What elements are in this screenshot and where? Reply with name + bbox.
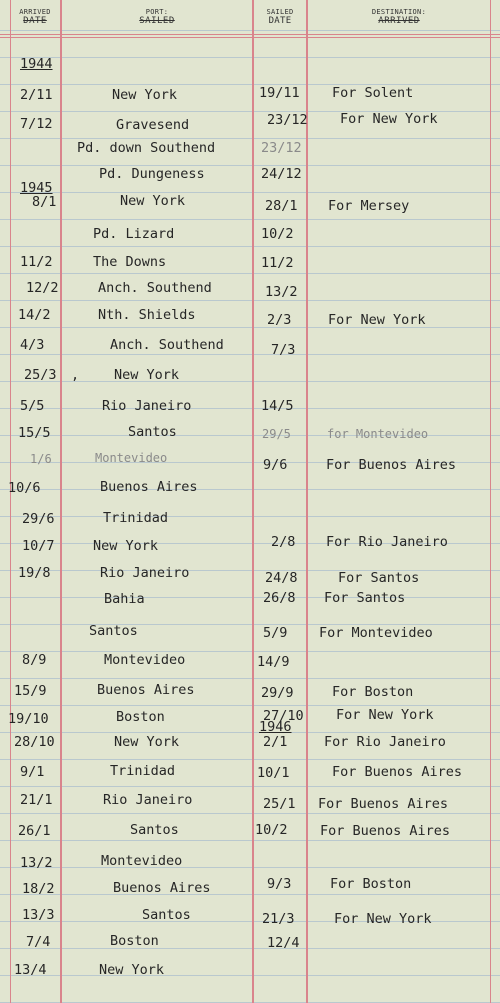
destination: For Buenos Aires	[318, 796, 449, 812]
sailed-date: 9/6	[263, 457, 288, 473]
comma-mark: ,	[71, 367, 80, 383]
header-top-rule	[0, 34, 500, 35]
port-label: PORT:	[145, 8, 169, 16]
port-name: Boston	[116, 709, 165, 725]
destination: For Boston	[332, 684, 414, 700]
sailed-date: 14/9	[257, 654, 290, 670]
destination: For Santos	[324, 590, 406, 606]
port-name: Trinidad	[110, 763, 176, 779]
destination: For Solent	[332, 85, 414, 101]
left-margin-rule	[10, 0, 11, 1003]
port-name: Montevideo	[95, 451, 168, 465]
destination: For New York	[334, 911, 432, 927]
arrived-date: 14/2	[18, 307, 51, 323]
arrived-label: ARRIVED	[19, 8, 51, 16]
port-name: Buenos Aires	[97, 682, 195, 698]
sailed-date: 24/8	[265, 570, 298, 586]
arrived-date: 12/2	[26, 280, 59, 296]
arrived-date: 25/3	[24, 367, 57, 383]
arrived-date: 13/3	[22, 907, 55, 923]
year-1945: 1945	[20, 180, 53, 196]
arrived-date: 8/1	[32, 194, 57, 210]
arrived-date: 7/4	[26, 934, 51, 950]
sailed-date: 23/12	[261, 140, 302, 156]
port-name: New York	[93, 538, 159, 554]
destination: For New York	[340, 111, 438, 127]
port-name: Anch. Southend	[98, 280, 212, 296]
port-name: The Downs	[93, 254, 167, 270]
arrived-date: 10/7	[22, 538, 55, 554]
sailed-date: 29/9	[261, 685, 294, 701]
arrived-date: 1/6	[30, 452, 52, 466]
port-name: Santos	[130, 822, 179, 838]
sailed-date: 28/1	[265, 198, 298, 214]
port-column-rule	[252, 0, 254, 1003]
destination-header	[308, 8, 490, 26]
sailed-date: 21/3	[262, 911, 295, 927]
port-name: Santos	[142, 907, 191, 923]
arrived-date: 19/8	[18, 565, 51, 581]
port-name: Santos	[128, 424, 177, 440]
destination: For Buenos Aires	[326, 457, 457, 473]
arrived-struck-label: ARRIVED	[378, 16, 420, 26]
sailed-date: 25/1	[263, 796, 296, 812]
sailed-date: 2/1	[263, 734, 288, 750]
sailed-date: 24/12	[261, 166, 302, 182]
arrived-date: 18/2	[22, 881, 55, 897]
port-name: New York	[112, 87, 178, 103]
arrived-column-rule	[60, 0, 62, 1003]
date-label-left: DATE	[23, 16, 47, 26]
arrived-date: 13/4	[14, 962, 47, 978]
port-name: Rio Janeiro	[100, 565, 190, 581]
destination: For Rio Janeiro	[326, 534, 448, 550]
port-name: Rio Janeiro	[103, 792, 193, 808]
sailed-date: 2/8	[271, 534, 296, 550]
port-name: Trinidad	[103, 510, 169, 526]
port-name: Bahia	[104, 591, 145, 607]
arrived-date: 28/10	[14, 734, 55, 750]
sailed-date: 29/5	[262, 427, 291, 441]
sailed-column-rule	[306, 0, 308, 1003]
sailed-date-header	[254, 8, 306, 26]
port-name: Pd. Dungeness	[99, 166, 205, 182]
sailed-date: 10/1	[257, 765, 290, 781]
arrived-date: 2/11	[20, 87, 53, 103]
port-name: Montevideo	[104, 652, 186, 668]
port-name: Buenos Aires	[100, 479, 198, 495]
destination: For New York	[336, 707, 434, 723]
port-name: New York	[99, 962, 165, 978]
destination: For Buenos Aires	[320, 823, 451, 839]
sailed-date: 11/2	[261, 255, 294, 271]
arrived-date: 10/6	[8, 480, 41, 496]
arrived-date-header	[10, 8, 60, 26]
arrived-date: 21/1	[20, 792, 53, 808]
sailed-date: 10/2	[261, 226, 294, 242]
destination: For New York	[328, 312, 426, 328]
year-1946: 1946	[259, 719, 292, 735]
arrived-date: 29/6	[22, 511, 55, 527]
port-name: Nth. Shields	[98, 307, 196, 323]
port-name: New York	[120, 193, 186, 209]
sailed-date: 5/9	[263, 625, 288, 641]
port-name: Pd. Lizard	[93, 226, 175, 242]
sailed-date: 27/10	[263, 708, 304, 724]
sailed-date: 26/8	[263, 590, 296, 606]
destination: For Santos	[338, 570, 420, 586]
sailed-date: 13/2	[265, 284, 298, 300]
port-name: Rio Janeiro	[102, 398, 192, 414]
port-name: New York	[114, 734, 180, 750]
port-name: Montevideo	[101, 853, 183, 869]
port-name: Gravesend	[116, 117, 190, 133]
port-name: Buenos Aires	[113, 880, 211, 896]
arrived-date: 8/9	[22, 652, 47, 668]
arrived-date: 15/5	[18, 425, 51, 441]
right-margin-rule	[490, 0, 491, 1003]
sailed-date: 9/3	[267, 876, 292, 892]
destination: For Mersey	[328, 198, 410, 214]
sailed-date: 19/11	[259, 85, 300, 101]
port-name: Anch. Southend	[110, 337, 224, 353]
sailed-date: 10/2	[255, 822, 288, 838]
destination: For Boston	[330, 876, 412, 892]
arrived-date: 15/9	[14, 683, 47, 699]
destination-label: DESTINATION:	[371, 8, 427, 16]
port-name: Boston	[110, 933, 159, 949]
arrived-date: 26/1	[18, 823, 51, 839]
destination: For Buenos Aires	[332, 764, 463, 780]
destination: For Montevideo	[319, 625, 433, 641]
sailed-date: 12/4	[267, 935, 300, 951]
port-header	[62, 8, 252, 26]
arrived-date: 4/3	[20, 337, 45, 353]
sailed-struck-label: SAILED	[139, 16, 175, 26]
arrived-date: 5/5	[20, 398, 45, 414]
destination: for Montevideo	[327, 427, 429, 441]
sailed-date: 14/5	[261, 398, 294, 414]
arrived-date: 13/2	[20, 855, 53, 871]
arrived-date: 11/2	[20, 254, 53, 270]
sailed-label: SAILED	[266, 8, 294, 16]
sailed-date: 2/3	[267, 312, 292, 328]
destination: For Rio Janeiro	[324, 734, 446, 750]
year-1944: 1944	[20, 56, 53, 72]
arrived-date: 7/12	[20, 116, 53, 132]
sailed-date: 23/12	[267, 112, 308, 128]
port-name: New York	[114, 367, 180, 383]
date-label-right: DATE	[268, 16, 292, 26]
header-bottom-rule	[0, 37, 500, 38]
sailed-date: 7/3	[271, 342, 296, 358]
arrived-date: 9/1	[20, 764, 45, 780]
port-name: Santos	[89, 623, 138, 639]
port-name: Pd. down Southend	[77, 140, 216, 156]
arrived-date: 19/10	[8, 711, 49, 727]
